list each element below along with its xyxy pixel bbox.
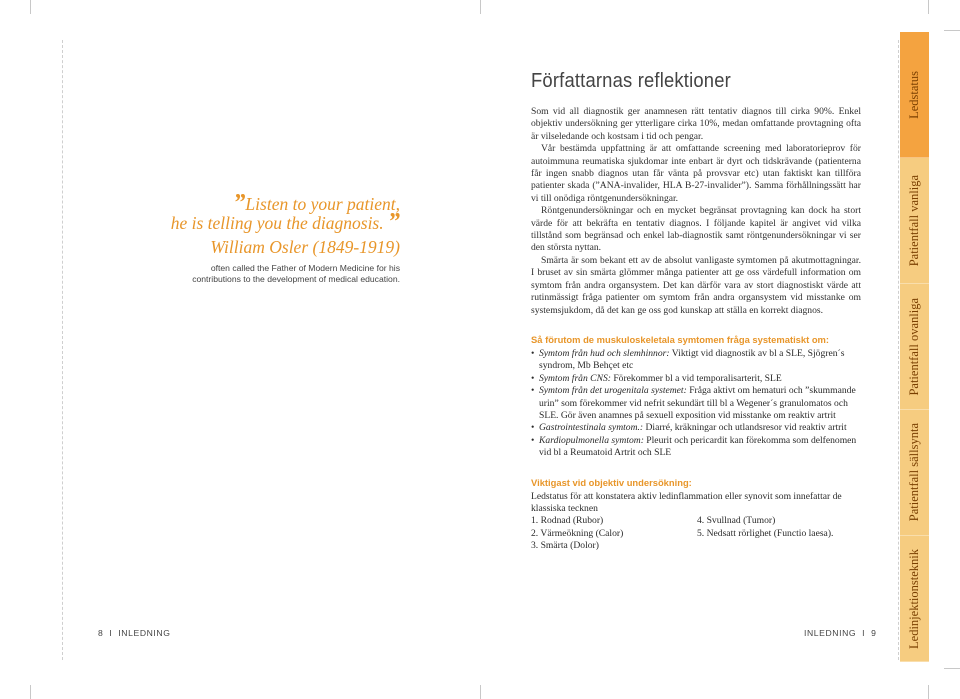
list-item: 3. Smärta (Dolor) <box>531 540 599 552</box>
quote-author: William Osler (1849-1919) <box>210 237 400 257</box>
open-quote-mark: ” <box>233 190 246 216</box>
list-item: 1. Rodnad (Rubor) <box>531 515 604 527</box>
signs-column <box>531 515 697 552</box>
list-item: 4. Svullnad (Tumor) <box>697 515 776 527</box>
tab-patientfall-ovanliga[interactable]: Patientfall ovanliga <box>900 284 929 410</box>
guide-line <box>62 40 63 660</box>
guide-line <box>898 40 899 660</box>
quote-line-2: he is telling you the diagnosis. ” <box>170 209 400 235</box>
list-item: 2. Värmeökning (Calor) <box>531 527 624 539</box>
paragraph: Vår bestämda uppfattning är att omfattande screening med laboratorieprov för autoimmuna reumatiska sjukdomar inte enbart är dyrt och tidskrävande (patienterna får ingen snabb diagnos utan får vänta på provsvar etc) utan faktiskt kan tillföra patienter skada (”ANA-invalider, HLA B-27-invalider”). Samma förhållningssätt har vi till onödiga röntgenundersökningar. <box>531 143 861 204</box>
list-item: • Symtom från hud och slemhinnor: Viktigt vid diagnostik av bl a SLE, Sjögren´s syndrom, Mb Behçet etc <box>531 348 861 373</box>
crop-mark <box>928 0 929 14</box>
tab-patientfall-sallsynta[interactable]: Patientfall sällsynta <box>900 410 929 536</box>
page-title: Författarnas reflektioner <box>531 70 731 92</box>
signs-list <box>531 515 861 552</box>
chapter-tabs <box>900 32 929 662</box>
crop-mark <box>944 668 960 669</box>
quote-description: often called the Father of Modern Medicine for his contributions to the development of medical education. <box>192 263 400 284</box>
list-item: • Symtom från det urogenitala systemet: Fråga aktivt om hematuri och ”skummande urin” som förekommer vid nefrit sekundärt till bl a Wegener´s granulomatos och SLE. Gör även anamnes på sexuell exposition vid misstanke om reaktiv artrit <box>531 385 861 422</box>
crop-mark <box>944 30 960 31</box>
crop-mark <box>480 0 481 14</box>
page-footer-left: 8 I INLEDNING <box>98 628 171 638</box>
list-item: 5. Nedsatt rörlighet (Functio laesa). <box>697 527 834 539</box>
section-heading: Så förutom de muskuloskeletala symtomen fråga systematiskt om: <box>531 333 830 345</box>
section-text: Ledstatus för att konstatera aktiv ledinflammation eller synovit som innefattar de klassiska tecknen <box>531 490 842 514</box>
symptom-list <box>531 348 861 460</box>
list-item: • Gastrointestinala symtom.: Diarré, kräkningar och utlandsresor vid reaktiv artrit <box>531 422 861 434</box>
signs-column <box>697 515 833 552</box>
crop-mark <box>30 0 31 14</box>
list-item: • Kardiopulmonella symtom: Pleurit och pericardit kan förekomma som delfenomen vid bl a Reumatoid Artrit och SLE <box>531 435 861 460</box>
body-text <box>531 106 861 317</box>
paragraph: Som vid all diagnostik ger anamnesen rätt tentativ diagnos till cirka 90%. Enkel objektiv undersökning ger ytterligare cirka 10%, medan omfattande provtagning ofta är vilseledande och kostsam i tid och pengar. <box>531 106 861 142</box>
section-heading: Viktigast vid objektiv undersökning: <box>531 476 692 488</box>
page-footer-right: INLEDNING I 9 <box>804 628 877 638</box>
tab-ledstatus[interactable]: Ledstatus <box>900 32 929 158</box>
list-item: • Symtom från CNS: Förekommer bl a vid temporalisarterit, SLE <box>531 373 861 385</box>
right-page-content <box>531 70 861 553</box>
paragraph: Smärta är som bekant ett av de absolut vanligaste symtomen på akutmottagningar. I bruset av sin smärta glömmer många patienter att ge oss värdefull information om symtom från andra organsystem. Det kan därför vara av stort diagnostiskt värde att rutinmässigt fråga patienter om symtom från andra organsystem vid misstanke om systemsjukdom, då det kan ge oss god kunskap att ställa en korrekt diagnos. <box>531 254 861 316</box>
crop-mark <box>480 685 481 699</box>
pull-quote <box>60 190 400 285</box>
close-quote-mark: ” <box>388 209 400 235</box>
tab-ledinjektionsteknik[interactable]: Ledinjektionsteknik <box>900 536 929 662</box>
crop-mark <box>928 685 929 699</box>
paragraph: Röntgenundersökningar och en mycket begränsat provtagning kan dock ha stort värde för att bekräfta en tentativ diagnos. I följande kapitel är angivet vid vilka tillstånd som begränsad och enkel lab-diagnostik samt röntgenundersökningar vi ser den största nyttan. <box>531 205 861 254</box>
tab-patientfall-vanliga[interactable]: Patientfall vanliga <box>900 158 929 284</box>
quote-line-1: ”Listen to your patient, <box>233 190 400 216</box>
crop-mark <box>30 685 31 699</box>
